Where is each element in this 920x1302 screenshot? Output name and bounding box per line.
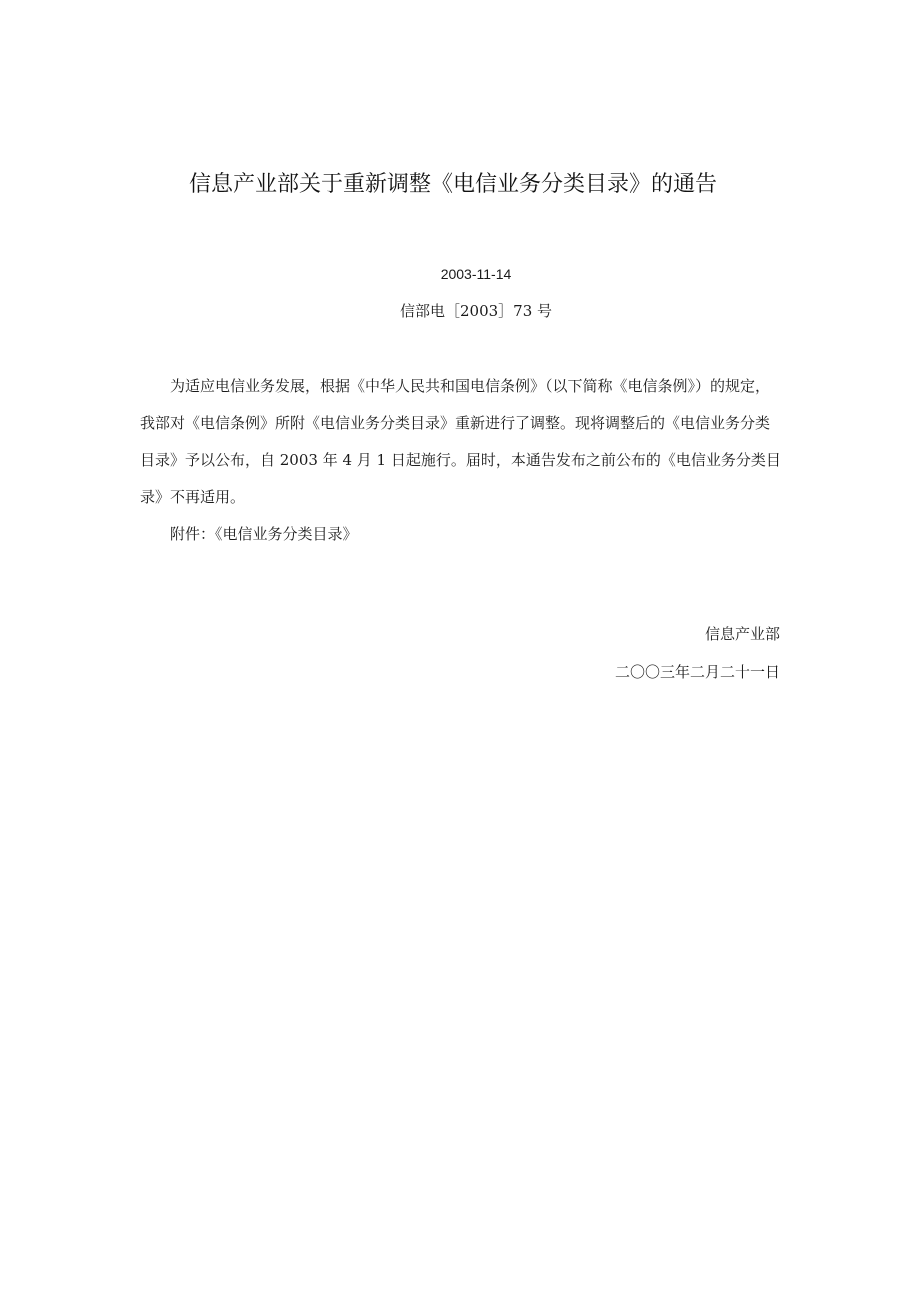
attachment-line: 附件：《电信业务分类目录》: [170, 525, 358, 543]
sign-date: 二〇〇三年二月二十一日: [614, 663, 780, 681]
document-number: 信部电［2003］73 号: [399, 302, 553, 320]
publish-date: 2003-11-14: [440, 266, 512, 282]
document-body: [140, 368, 782, 553]
document-title: 信息产业部关于重新调整《电信业务分类目录》的通告: [189, 172, 718, 197]
signer: 信息产业部: [704, 625, 780, 643]
body-paragraph: 为适应电信业务发展，根据《中华人民共和国电信条例》（以下简称《电信条例》）的规定，我部对《电信条例》所附《电信业务分类目录》重新进行了调整。现将调整后的《电信业务分类目录》予以公布，自 2003 年 4 月 1 日起施行。届时，本通告发布之前公布的《电信业务分类目录》不再适用。: [140, 377, 781, 506]
